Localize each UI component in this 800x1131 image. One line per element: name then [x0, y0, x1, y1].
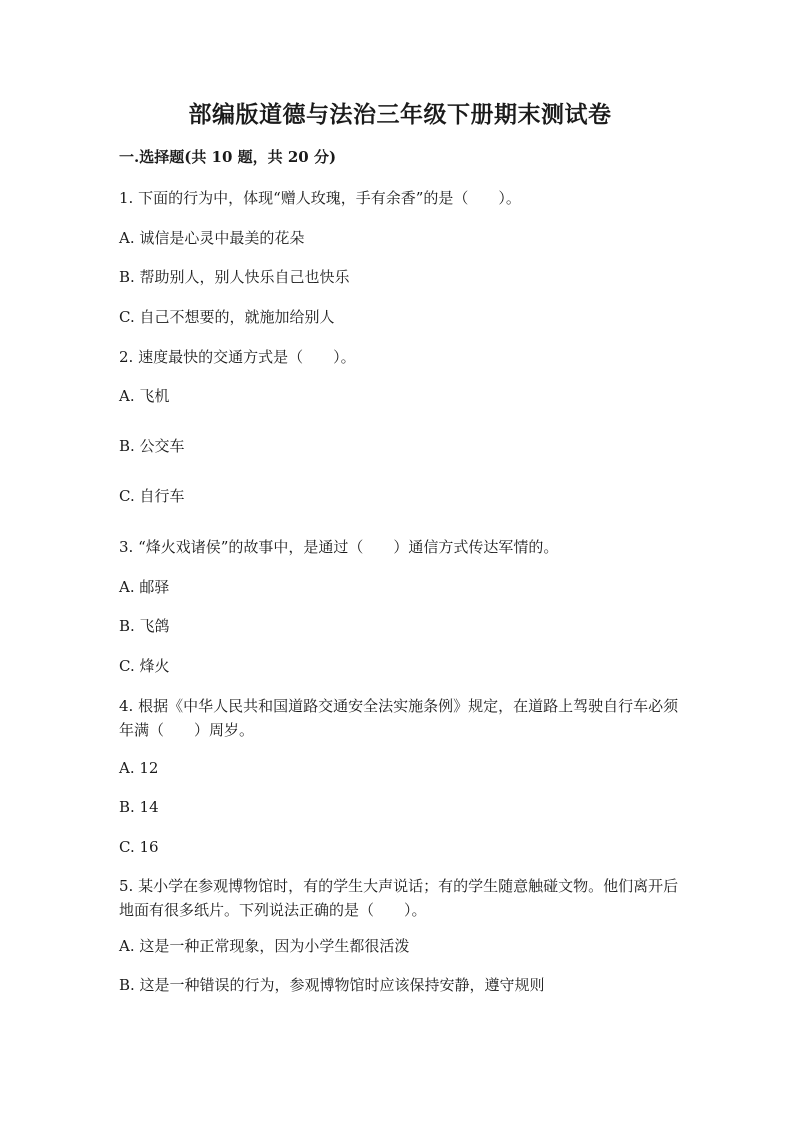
question-1-option-b: B. 帮助别人，别人快乐自己也快乐: [119, 268, 350, 286]
question-2-option-c: C. 自行车: [119, 487, 185, 505]
question-2-option-a: A. 飞机: [119, 387, 170, 405]
question-2-option-b: B. 公交车: [119, 437, 185, 455]
question-4-stem: 4. 根据《中华人民共和国道路交通安全法实施条例》规定，在道路上驾驶自行车必须年满（ ）周岁。: [119, 697, 679, 739]
question-1-option-c: C. 自己不想要的，就施加给别人: [119, 308, 335, 326]
question-5-option-b: B. 这是一种错误的行为，参观博物馆时应该保持安静，遵守规则: [119, 976, 545, 994]
question-3-option-a: A. 邮驿: [119, 578, 170, 596]
page-title: 部编版道德与法治三年级下册期末测试卷: [188, 101, 612, 128]
question-3-option-c: C. 烽火: [119, 657, 170, 675]
question-2-stem: 2. 速度最快的交通方式是（ ）。: [119, 348, 356, 366]
question-1-option-a: A. 诚信是心灵中最美的花朵: [119, 229, 305, 247]
section-header: 一.选择题(共 10 题，共 20 分): [119, 148, 337, 166]
question-5-option-a: A. 这是一种正常现象，因为小学生都很活泼: [119, 937, 410, 955]
question-4-option-b: B. 14: [119, 798, 159, 816]
question-3-option-b: B. 飞鸽: [119, 617, 170, 635]
question-3-stem: 3. “烽火戏诸侯”的故事中，是通过（ ）通信方式传达军情的。: [119, 538, 559, 556]
question-4-option-c: C. 16: [119, 838, 159, 856]
question-4-option-a: A. 12: [119, 759, 159, 777]
question-1-stem: 1. 下面的行为中，体现“赠人玫瑰，手有余香”的是（ ）。: [119, 189, 521, 207]
question-5-stem: 5. 某小学在参观博物馆时，有的学生大声说话；有的学生随意触碰文物。他们离开后地面有很多纸片。下列说法正确的是（ ）。: [119, 877, 679, 919]
